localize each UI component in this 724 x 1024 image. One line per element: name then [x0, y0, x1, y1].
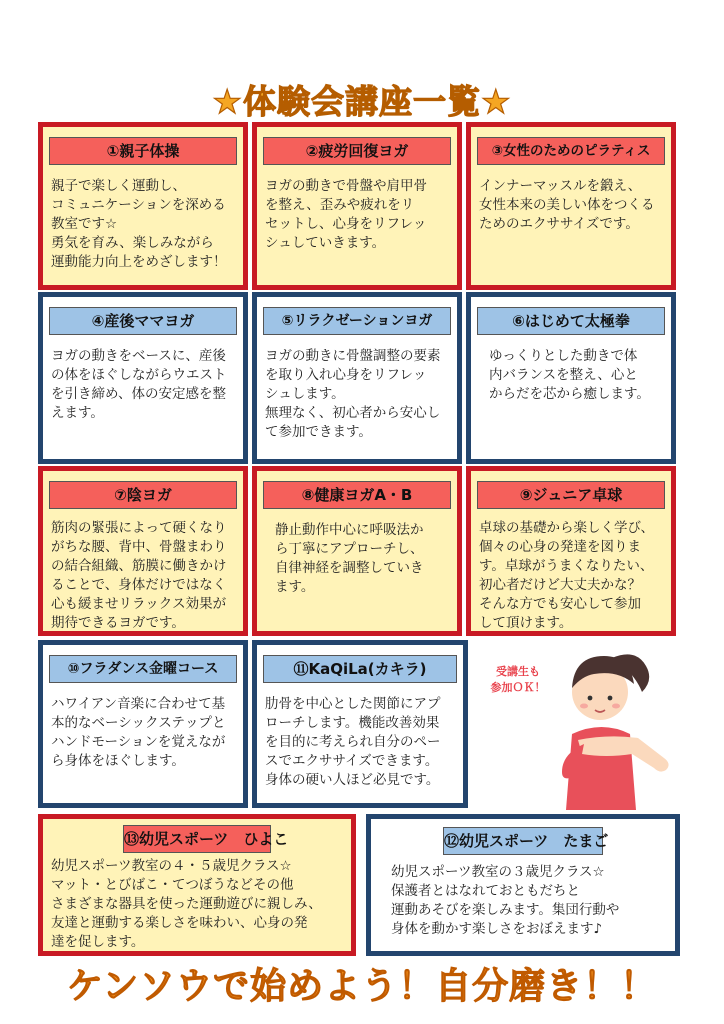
course-card-9: [466, 466, 676, 636]
course-title: ②疲労回復ヨガ: [263, 137, 451, 165]
course-title: ③女性のためのピラティス: [477, 137, 665, 165]
course-card-12: [366, 814, 680, 956]
course-card-5: [252, 292, 462, 464]
course-description: ハワイアン音楽に合わせて基 本的なベーシックステップと ハンドモーションを覚えなが ら身体をほぐします。: [51, 696, 226, 769]
course-card-1: [38, 122, 248, 290]
course-card-11: [252, 640, 468, 808]
course-description: インナーマッスルを鍛え、 女性本来の美しい体をつくる ためのエクササイズです。: [479, 178, 655, 232]
course-title: ⑬幼児スポーツ ひよこ: [123, 825, 271, 853]
course-title: ⑦陰ヨガ: [49, 481, 237, 509]
slogan: ケンソウで始めよう！自分磨き！！: [66, 966, 658, 1007]
course-card-13: [38, 814, 356, 956]
participant-callout: 受講生も 参加ＯＫ！: [490, 665, 546, 694]
course-title: ⑤リラクゼーションヨガ: [263, 307, 451, 335]
course-title: ⑪KaQiLa(カキラ): [263, 655, 457, 683]
course-card-8: [252, 466, 462, 636]
course-description: 幼児スポーツ教室の４・５歳児クラス☆ マット・とびばこ・てつぼうなどその他 さまざまな器具を使った運動遊びに親しみ、 友達と運動する楽しさを味わい、心身の発 達を促します。: [51, 858, 322, 950]
course-card-10: [38, 640, 248, 808]
course-description: ヨガの動きをベースに、産後 の体をほぐしながらウエスト を引き締め、体の安定感を整 えます。: [51, 348, 227, 421]
course-description: ヨガの動きに骨盤調整の要素 を取り入れ心身をリフレッ シュします。 無理なく、初心者から安心し て参加できます。: [265, 348, 441, 440]
course-title: ④産後ママヨガ: [49, 307, 237, 335]
course-description: ヨガの動きで骨盤や肩甲骨 を整え、歪みや疲れをリ セットし、心身をリフレッ シュしていきます。: [265, 178, 427, 251]
course-card-6: [466, 292, 676, 464]
page-title: ★体験会講座一覧★: [212, 82, 512, 121]
course-card-3: [466, 122, 676, 290]
course-title: ⑫幼児スポーツ たまご: [443, 827, 603, 855]
course-description: 親子で楽しく運動し、 コミュニケーションを深める 教室です☆ 勇気を育み、楽しみながら 運動能力向上をめざします！: [51, 178, 227, 270]
course-card-7: [38, 466, 248, 636]
course-title: ⑨ジュニア卓球: [477, 481, 665, 509]
course-description: ゆっくりとした動きで体 内バランスを整え、心と からだを芯から癒します。: [489, 348, 650, 402]
course-title: ⑩フラダンス金曜コース: [49, 655, 237, 683]
course-description: 卓球の基礎から楽しく学び、 個々の心身の発達を図りま す。卓球がうまくなりたい、 初心者だけど大丈夫かな？ そんな方でも安心して参加 して頂けます。: [479, 520, 654, 631]
course-description: 筋肉の緊張によって硬くなり がちな腰、背中、骨盤まわり の結合組織、筋膜に働きかけ ることで、身体だけではなく 心も緩ませリラックス効果が 期待できるヨガです。: [51, 520, 227, 631]
course-card-2: [252, 122, 462, 290]
course-title: ⑥はじめて太極拳: [477, 307, 665, 335]
course-description: 幼児スポーツ教室の３歳児クラス☆ 保護者とはなれておともだちと 運動あそびを楽しみます。集団行動や 身体を動かす楽しさをおぼえます♪: [391, 864, 620, 937]
course-card-4: [38, 292, 248, 464]
stretching-woman-illustration: [538, 640, 668, 810]
course-description: 肋骨を中心とした関節にアプ ローチします。機能改善効果 を目的に考えられ自分のペー スでエクササイズできます。 身体の硬い人ほど必見です。: [265, 696, 441, 788]
course-title: ⑧健康ヨガA・B: [263, 481, 451, 509]
course-description: 静止動作中心に呼吸法か ら丁寧にアプローチし、 自律神経を調整していき ます。: [275, 522, 424, 595]
course-title: ①親子体操: [49, 137, 237, 165]
